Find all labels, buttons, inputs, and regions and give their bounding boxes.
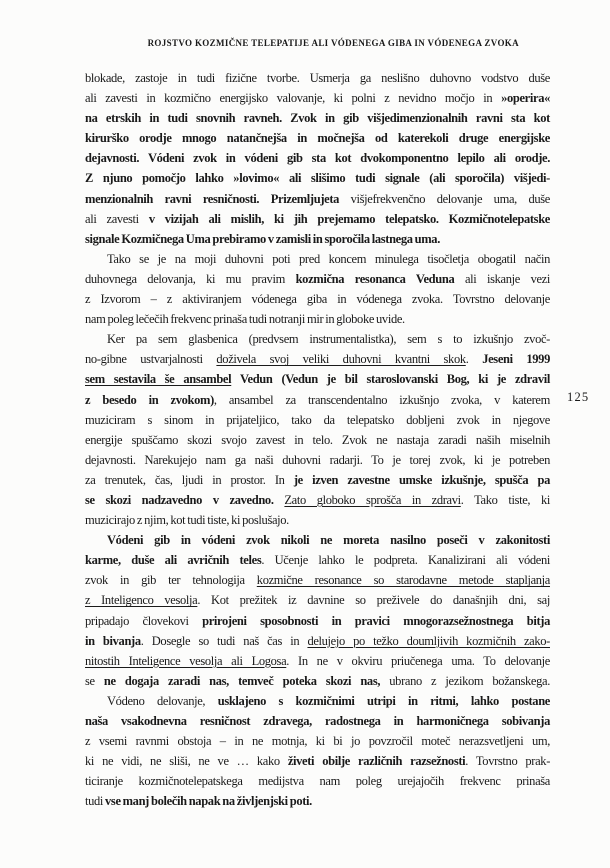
text-segment: doživela svoj veliki duhovni kvantni skok <box>216 352 466 367</box>
text-segment: blokade, zastoje in tudi fizične tvorbe. Usmerja ga neslišno duhovno vodstvo duše <box>85 71 550 85</box>
text-line <box>85 269 550 289</box>
text-line <box>85 671 550 691</box>
text-segment: živeti obilje različnih razsežnosti <box>287 754 466 769</box>
text-line <box>85 309 550 329</box>
text-segment: dejavnosti. Vódeni zvok in vódeni gib sta kot dvokomponentno lepilo ali orodje. <box>85 151 550 166</box>
text-line <box>85 229 550 249</box>
text-segment: kirurško orodje mnogo natančnejša in močnejša od katerekoli druge energijske <box>85 131 550 146</box>
text-segment: Vódeni gib in vódeni zvok nikoli ne moreta nasilno poseči v zakonitosti <box>107 533 550 548</box>
running-header: ROJSTVO KOZMIČNE TELEPATIJE ALI VÓDENEGA GIBA IN VÓDENEGA ZVOKA <box>147 38 519 48</box>
text-segment: . Kot prežitek iz davnine so preživele do današnjih dni, saj <box>197 593 550 608</box>
text-segment: na etrskih in tudi snovnih ravneh. Zvok in gib višjedimenzionalnih ravni sta kot <box>85 111 550 126</box>
text-segment: Vedun (Vedun je bil staroslovanski Bog, ki je zdravil <box>231 372 550 387</box>
text-segment: . Tako tiste, ki <box>460 492 550 507</box>
text-segment: sem sestavila še ansambel <box>85 372 232 387</box>
text-line <box>85 329 550 349</box>
text-segment: dejavnosti. Narekujejo nam ga naši duhovni radarji. To je torej zvok, ki je potreben <box>85 452 550 467</box>
text-segment: in bivanja <box>85 633 141 648</box>
text-line <box>85 490 550 510</box>
text-line <box>85 731 550 751</box>
text-segment: za trenutek, čas, ljudi in prostor. In <box>85 472 294 487</box>
text-segment: pripadajo človekovi <box>85 613 203 628</box>
text-segment: ubrano z jezikom božanskega. <box>380 673 550 688</box>
text-segment: signale Kozmičnega Uma prebiramo v zamisli in sporočila lastnega uma. <box>85 231 440 246</box>
text-segment: duhovnega delovanja, ki mu pravim <box>85 271 296 286</box>
text-segment: zvok in gib ter tehnologija <box>85 573 257 588</box>
text-segment: nitostih Inteligence vesolja ali Logosa <box>85 653 287 668</box>
text-segment: ki ne vidi, ne sliši, ne ve … kako <box>85 754 288 769</box>
text-line <box>85 369 550 389</box>
text-segment: Ker pa sem glasbenica (predvsem instrumentalistka), sem s to izkušnjo zvoč- <box>107 332 550 347</box>
text-line <box>85 611 550 631</box>
text-segment: muziciram s sinom in prijateljico, tako da telepatsko dobljeni zvok in njegove <box>85 412 550 427</box>
body-text <box>85 68 550 811</box>
text-segment: Zato globoko sprošča in zdravi <box>284 492 461 507</box>
text-line <box>85 189 550 209</box>
text-line <box>85 450 550 470</box>
text-segment: naša vsakodnevna resničnost zdravega, radostnega in harmoničnega sobivanja <box>85 714 550 728</box>
text-segment: no-gibne ustvarjalnosti <box>85 352 217 367</box>
text-segment: kozmična resonanca Veduna <box>295 271 455 286</box>
text-segment: karme, duše ali avričnih teles <box>85 553 262 568</box>
paragraph <box>85 68 550 249</box>
text-line <box>85 148 550 168</box>
text-segment: . Dosegle so tudi naš čas in <box>140 633 308 648</box>
text-segment: ali zavesti in kozmično energijsko valovanje, ki polni z nevidno močjo in <box>85 91 502 106</box>
text-segment: . In ne v okviru priučenega uma. To delovanje <box>286 653 550 668</box>
text-line <box>85 209 550 229</box>
text-line <box>85 410 550 430</box>
text-line <box>85 791 550 811</box>
text-line <box>85 68 550 88</box>
text-segment: kozmične resonance so starodavne metode stapljanja <box>256 573 550 588</box>
text-segment: z Izvorom – z aktiviranjem vódenega giba in vódenega zvoka. Tovrstno delovanje <box>85 292 550 307</box>
text-segment: ne dogaja zaradi nas, temveč poteka skozi nas, <box>103 673 381 688</box>
text-segment: usklajeno s kozmičnimi utripi in ritmi, lahko postane <box>217 693 550 708</box>
text-segment: . <box>465 352 483 367</box>
text-line <box>85 168 550 188</box>
text-segment: Jeseni 1999 <box>482 352 550 367</box>
text-segment: z vsemi ravnmi obstoja – in ne motnja, ki bi jo povzročil moteč nerazsvetljeni um, <box>85 734 550 749</box>
text-line <box>85 691 550 711</box>
paragraph <box>85 530 550 691</box>
text-segment: se <box>85 673 104 688</box>
text-segment: Z njuno pomočjo lahko »lovimo« ali slišimo tudi signale (ali sporočila) višjedi- <box>85 171 550 186</box>
text-line <box>85 430 550 450</box>
text-line <box>85 249 550 269</box>
text-line <box>85 470 550 490</box>
text-line <box>85 711 550 731</box>
text-line <box>85 510 550 530</box>
text-segment: z Inteligenco vesolja <box>85 593 198 608</box>
text-segment: »operira« <box>501 91 550 106</box>
page-number: 125 <box>567 390 590 404</box>
text-segment: je izven zavestne umske izkušnje, spušča pa <box>293 472 550 487</box>
text-line <box>85 590 550 610</box>
text-segment: energije spuščamo skozi svojo zavest in telo. Zvok ne nastaja zaradi naših miselnih <box>85 432 550 447</box>
text-line <box>85 88 550 108</box>
text-segment: ali zavesti <box>85 211 149 226</box>
text-line <box>85 651 550 671</box>
paragraph <box>85 329 550 530</box>
text-line <box>85 631 550 651</box>
text-segment: . Učenje lahko le podpreta. Kanalizirani ali vódeni <box>261 553 550 568</box>
text-segment: Vódeno delovanje, <box>107 693 218 708</box>
text-line <box>85 289 550 309</box>
text-segment: višjefrekvenčno delovanje uma, duše <box>339 191 550 206</box>
text-line <box>85 550 550 570</box>
text-line <box>85 570 550 590</box>
text-segment: z besedo in zvokom) <box>85 392 214 407</box>
text-line <box>85 530 550 550</box>
text-segment: ali iskanje vezi <box>454 271 551 286</box>
text-line <box>85 390 550 410</box>
text-segment: Tako se je na moji duhovni poti pred koncem minulega tisočletja obogatil način <box>107 251 550 266</box>
text-segment: muzicirajo z njim, kot tudi tiste, ki poslušajo. <box>85 513 289 528</box>
text-segment: . Tovrstno prak- <box>465 754 551 769</box>
text-line <box>85 108 550 128</box>
text-segment: menzionalnih ravni resničnosti. Prizemljujeta <box>85 191 340 206</box>
text-segment: delujejo po težko doumljivih kozmičnih zako- <box>307 633 550 648</box>
paragraph <box>85 691 550 812</box>
text-line <box>85 349 550 369</box>
text-line <box>85 128 550 148</box>
text-segment: , ansambel za transcendentalno izkušnjo zvoka, v katerem <box>213 392 550 407</box>
text-segment: se skozi nadzavedno v zavedno. <box>85 492 285 507</box>
text-segment: ticiranje kozmičnotelepatskega medijstva nam poleg urejajočih frekvenc prinaša <box>85 774 550 789</box>
text-segment: prirojeni sposobnosti in pravici mnogorazsežnostnega bitja <box>202 613 550 628</box>
text-segment: vse manj bolečih napak na življenjski poti. <box>105 794 312 809</box>
text-segment: v vizijah ali mislih, ki jih prejemamo telepatsko. Kozmičnotelepatske <box>148 211 550 226</box>
text-line <box>85 751 550 771</box>
text-segment: tudi <box>85 794 106 809</box>
text-segment: nam poleg lečečih frekvenc prinaša tudi notranji mir in globoke uvide. <box>85 312 405 327</box>
text-line <box>85 771 550 791</box>
paragraph <box>85 249 550 329</box>
